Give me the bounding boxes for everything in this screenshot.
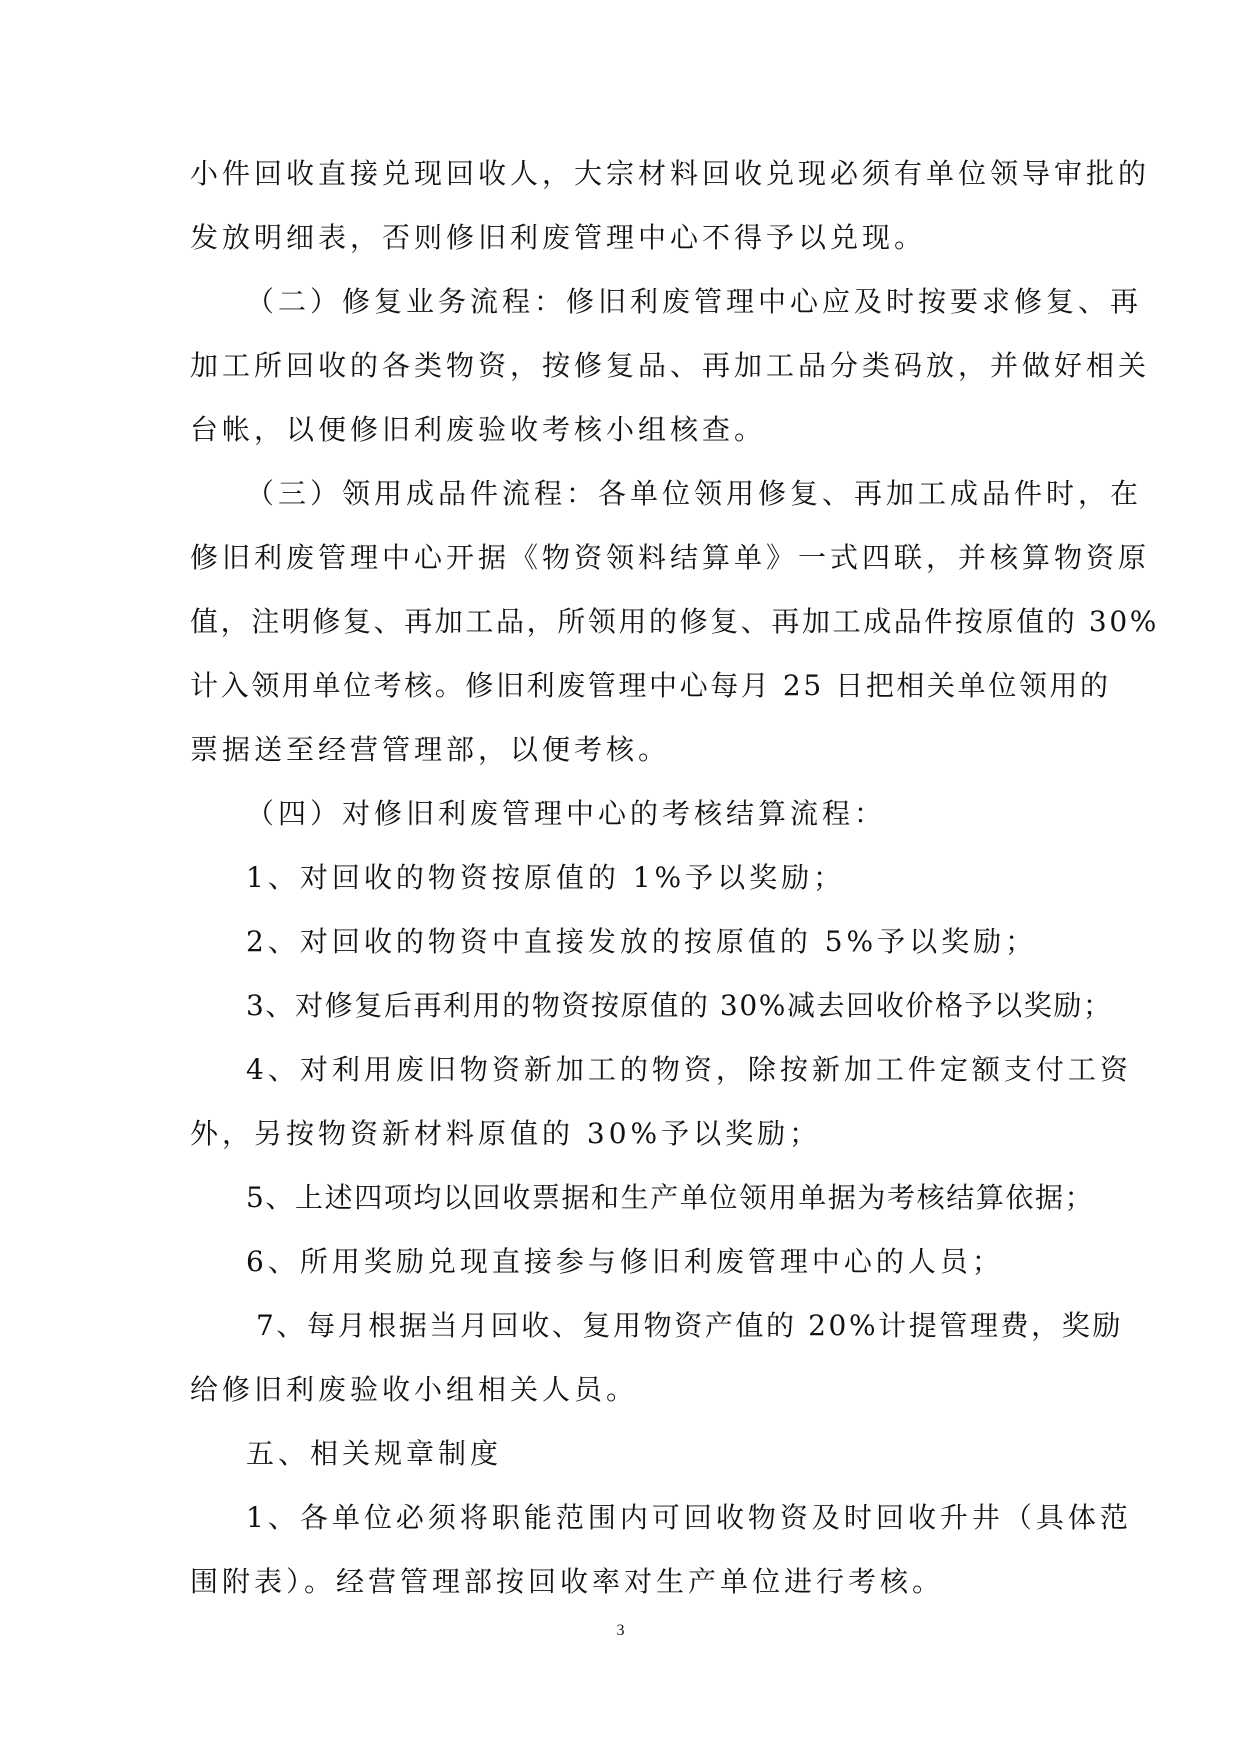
text-line: （二）修复业务流程：修旧利废管理中心应及时按要求修复、再: [246, 285, 1143, 318]
text-line: 2、对回收的物资中直接发放的按原值的 5%予以奖励；: [246, 925, 1038, 958]
text-line: 围附表）。经营管理部按回收率对生产单位进行考核。: [190, 1565, 945, 1598]
text-line: 给修旧利废验收小组相关人员。: [190, 1373, 639, 1406]
text-line: 1、各单位必须将职能范围内可回收物资及时回收升井（具体范: [246, 1501, 1132, 1534]
section-heading: 五、相关规章制度: [246, 1437, 503, 1470]
text-line: （三）领用成品件流程：各单位领用修复、再加工成品件时，在: [246, 477, 1143, 510]
text-line: 5、上述四项均以回收票据和生产单位领用单据为考核结算依据；: [246, 1181, 1095, 1214]
body-text: [190, 142, 1159, 1614]
text-line: 台帐，以便修旧利废验收考核小组核查。: [190, 413, 767, 446]
text-line: 7、每月根据当月回收、复用物资产值的 20%计提管理费，奖励: [256, 1309, 1123, 1342]
text-line: 外，另按物资新材料原值的 30%予以奖励；: [190, 1117, 822, 1150]
text-line: （四）对修旧利废管理中心的考核结算流程：: [246, 797, 887, 830]
page-number: 3: [616, 1622, 625, 1639]
text-line: 计入领用单位考核。修旧利废管理中心每月 25 日把相关单位领用的: [190, 669, 1111, 702]
text-line: 4、对利用废旧物资新加工的物资，除按新加工件定额支付工资: [246, 1053, 1132, 1086]
text-line: 修旧利废管理中心开据《物资领料结算单》一式四联，并核算物资原: [190, 541, 1151, 574]
text-line: 3、对修复后再利用的物资按原值的 30%减去回收价格予以奖励；: [246, 989, 1113, 1022]
text-line: 小件回收直接兑现回收人，大宗材料回收兑现必须有单位领导审批的: [190, 157, 1151, 190]
text-line: 发放明细表，否则修旧利废管理中心不得予以兑现。: [190, 221, 927, 254]
text-line: 加工所回收的各类物资，按修复品、再加工品分类码放，并做好相关: [190, 349, 1151, 382]
text-line: 1、对回收的物资按原值的 1%予以奖励；: [246, 861, 846, 894]
text-line: 6、所用奖励兑现直接参与修旧利废管理中心的人员；: [246, 1245, 1004, 1278]
text-line: 值，注明修复、再加工品，所领用的修复、再加工成品件按原值的 30%: [190, 605, 1159, 638]
text-line: 票据送至经营管理部，以便考核。: [190, 733, 671, 766]
